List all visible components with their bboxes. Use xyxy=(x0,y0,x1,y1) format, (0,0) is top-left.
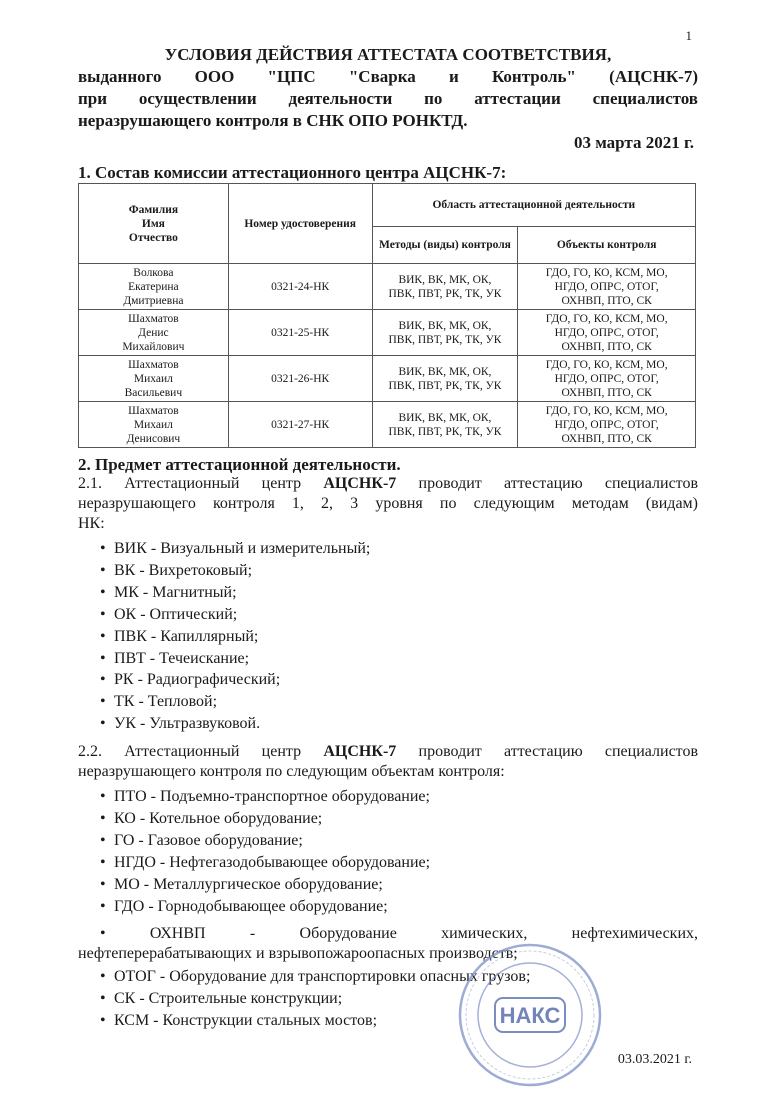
cell-name: Шахматов Михаил Денисович xyxy=(79,402,229,448)
list-item: • ОТОГ - Оборудование для транспортировки опасных грузов; xyxy=(100,966,530,988)
cell-number: 0321-27-НК xyxy=(228,402,372,448)
list-item: • СК - Строительные конструкции; xyxy=(100,988,530,1010)
list-item: • РК - Радиографический; xyxy=(100,669,370,691)
paragraph-2-1-line-3: НК: xyxy=(78,515,105,532)
table-row xyxy=(79,402,696,448)
cell-objects: ГДО, ГО, КО, КСМ, МО, НГДО, ОПРС, ОТОГ, ОХНВП, ПТО, СК xyxy=(518,402,696,448)
paragraph-2-1-line-1 xyxy=(78,474,698,494)
header-number: Номер удостоверения xyxy=(228,184,372,264)
document-title xyxy=(78,44,698,132)
cell-objects: ГДО, ГО, КО, КСМ, МО, НГДО, ОПРС, ОТОГ, ОХНВП, ПТО, СК xyxy=(518,356,696,402)
paragraph-2-2-line-2: неразрушающего контроля по следующим объектам контроля: xyxy=(78,763,505,780)
cell-objects: ГДО, ГО, КО, КСМ, МО, НГДО, ОПРС, ОТОГ, ОХНВП, ПТО, СК xyxy=(518,310,696,356)
paragraph-2-1-line-2: неразрушающего контроля 1, 2, 3 уровня по следующим методам (видам) xyxy=(78,495,698,512)
p22-center-name: АЦСНК-7 xyxy=(323,743,397,760)
p21-post: проводит аттестацию специалистов xyxy=(396,475,699,492)
objects-list-a xyxy=(100,786,430,917)
list-item: • ПВК - Капиллярный; xyxy=(100,626,370,648)
title-line-1: УСЛОВИЯ ДЕЙСТВИЯ АТТЕСТАТА СООТВЕТСТВИЯ, xyxy=(164,45,612,64)
list-item: • МО - Металлургическое оборудование; xyxy=(100,874,430,896)
ohnvp-line-2: нефтеперерабатывающих и взрывопожароопасных производств; xyxy=(78,945,518,962)
header-objects: Объекты контроля xyxy=(518,227,696,264)
list-item: • ГО - Газовое оборудование; xyxy=(100,830,430,852)
table-row xyxy=(79,264,696,310)
header-methods: Методы (виды) контроля xyxy=(372,227,518,264)
footer-date: 03.03.2021 г. xyxy=(617,1052,692,1067)
header-name: Фамилия Имя Отчество xyxy=(79,184,229,264)
header-area: Область аттестационной деятельности xyxy=(372,184,695,227)
list-item: • НГДО - Нефтегазодобывающее оборудование; xyxy=(100,852,430,874)
p22-pre: 2.2. Аттестационный центр xyxy=(78,743,324,760)
page-number: 1 xyxy=(685,28,692,43)
ohnvp-line-1: • ОХНВП - Оборудование химических, нефтехимических, xyxy=(100,925,698,942)
methods-list xyxy=(100,538,370,735)
section-2-heading: 2. Предмет аттестационной деятельности. xyxy=(78,455,401,474)
title-line-3: при осуществлении деятельности по аттестации специалистов xyxy=(78,89,698,108)
p22-post: проводит аттестацию специалистов xyxy=(396,743,699,760)
list-item: • УК - Ультразвуковой. xyxy=(100,713,370,735)
cell-number: 0321-26-НК xyxy=(228,356,372,402)
list-item: • ВК - Вихретоковый; xyxy=(100,560,370,582)
cell-name: Шахматов Денис Михайлович xyxy=(79,310,229,356)
cell-methods: ВИК, ВК, МК, ОК, ПВК, ПВТ, РК, ТК, УК xyxy=(372,264,518,310)
list-item: • КСМ - Конструкции стальных мостов; xyxy=(100,1010,530,1032)
list-item: • ВИК - Визуальный и измерительный; xyxy=(100,538,370,560)
cell-methods: ВИК, ВК, МК, ОК, ПВК, ПВТ, РК, ТК, УК xyxy=(372,402,518,448)
cell-methods: ВИК, ВК, МК, ОК, ПВК, ПВТ, РК, ТК, УК xyxy=(372,356,518,402)
table-row xyxy=(79,310,696,356)
commission-table xyxy=(78,183,696,448)
document-date: 03 марта 2021 г. xyxy=(573,133,694,152)
cell-number: 0321-24-НК xyxy=(228,264,372,310)
ohnvp-item xyxy=(78,924,698,964)
list-item: • МК - Магнитный; xyxy=(100,582,370,604)
list-item: • ПВТ - Течеискание; xyxy=(100,648,370,670)
p21-pre: 2.1. Аттестационный центр xyxy=(78,475,324,492)
paragraph-2-2-line-1 xyxy=(78,742,698,762)
paragraph-2-2 xyxy=(78,742,698,782)
list-item: • КО - Котельное оборудование; xyxy=(100,808,430,830)
paragraph-2-1 xyxy=(78,474,698,534)
naks-stamp-icon xyxy=(455,940,605,1090)
list-item: • ГДО - Горнодобывающее оборудование; xyxy=(100,896,430,918)
list-item: • ОК - Оптический; xyxy=(100,604,370,626)
cell-objects: ГДО, ГО, КО, КСМ, МО, НГДО, ОПРС, ОТОГ, ОХНВП, ПТО, СК xyxy=(518,264,696,310)
cell-name: Шахматов Михаил Васильевич xyxy=(79,356,229,402)
list-item: • ТК - Тепловой; xyxy=(100,691,370,713)
title-line-4: неразрушающего контроля в СНК ОПО РОНКТД. xyxy=(78,111,468,130)
cell-number: 0321-25-НК xyxy=(228,310,372,356)
p21-center-name: АЦСНК-7 xyxy=(323,475,397,492)
section-1-heading: 1. Состав комиссии аттестационного центра АЦСНК-7: xyxy=(78,163,507,182)
cell-name: Волкова Екатерина Дмитриевна xyxy=(79,264,229,310)
list-item: • ПТО - Подъемно-транспортное оборудование; xyxy=(100,786,430,808)
table-row xyxy=(79,356,696,402)
cell-methods: ВИК, ВК, МК, ОК, ПВК, ПВТ, РК, ТК, УК xyxy=(372,310,518,356)
title-line-2: выданного ООО "ЦПС "Сварка и Контроль" (АЦСНК-7) xyxy=(78,67,698,86)
stamp-text: НАКС xyxy=(499,1003,561,1028)
